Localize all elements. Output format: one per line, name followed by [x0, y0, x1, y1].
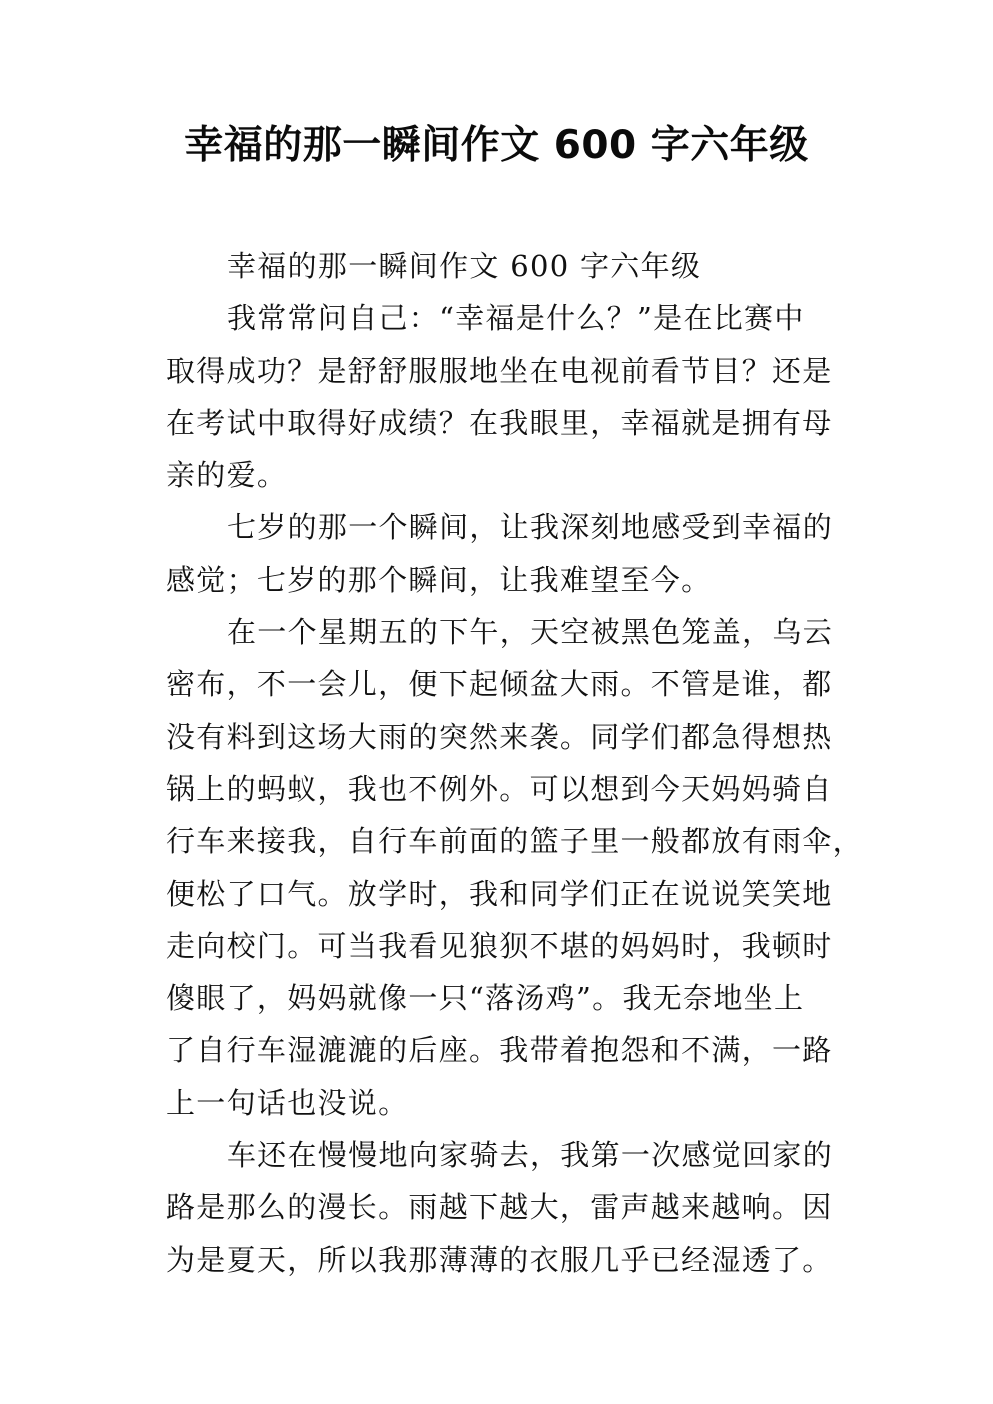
- paragraph-line: 傻眼了，妈妈就像一只“落汤鸡”。我无奈地坐上: [166, 981, 805, 1016]
- paragraph-line: 七岁的那一个瞬间，让我深刻地感受到幸福的: [227, 510, 834, 545]
- paragraph-line: 幸福的那一瞬间作文 600 字六年级: [227, 249, 702, 283]
- paragraph-line: 了自行车湿漉漉的后座。我带着抱怨和不满，一路: [166, 1033, 833, 1068]
- paragraph-line: 在考试中取得好成绩？在我眼里，幸福就是拥有母: [166, 405, 833, 440]
- essay-body: [166, 240, 863, 1286]
- paragraph-line: 锅上的蚂蚁，我也不例外。可以想到今天妈妈骑自: [166, 771, 833, 806]
- paragraph-line: 路是那么的漫长。雨越下越大，雷声越来越响。因: [166, 1190, 833, 1225]
- paragraph-line: 走向校门。可当我看见狼狈不堪的妈妈时，我顿时: [166, 928, 833, 963]
- paragraph-line: 感觉；七岁的那个瞬间，让我难望至今。: [166, 562, 712, 597]
- paragraph-line: 在一个星期五的下午，天空被黑色笼盖，乌云: [227, 615, 834, 650]
- paragraph-line: 亲的爱。: [166, 458, 288, 493]
- paragraph-line: 上一句话也没说。: [166, 1085, 409, 1120]
- document-title: 幸福的那一瞬间作文 600 字六年级: [184, 123, 809, 168]
- paragraph-line: 取得成功？是舒舒服服地坐在电视前看节目？还是: [166, 353, 833, 388]
- paragraph-line: 为是夏天，所以我那薄薄的衣服几乎已经湿透了。: [166, 1242, 833, 1277]
- paragraph-line: 密布，不一会儿，便下起倾盆大雨。不管是谁，都: [166, 667, 833, 702]
- paragraph-line: 没有料到这场大雨的突然来袭。同学们都急得想热: [166, 719, 833, 754]
- paragraph-line: 我常常问自己：“幸福是什么？”是在比赛中: [227, 301, 805, 336]
- paragraph-line: 车还在慢慢地向家骑去，我第一次感觉回家的: [227, 1138, 834, 1173]
- paragraph-line: 行车来接我，自行车前面的篮子里一般都放有雨伞，: [166, 824, 863, 859]
- paragraph-line: 便松了口气。放学时，我和同学们正在说说笑笑地: [166, 876, 833, 911]
